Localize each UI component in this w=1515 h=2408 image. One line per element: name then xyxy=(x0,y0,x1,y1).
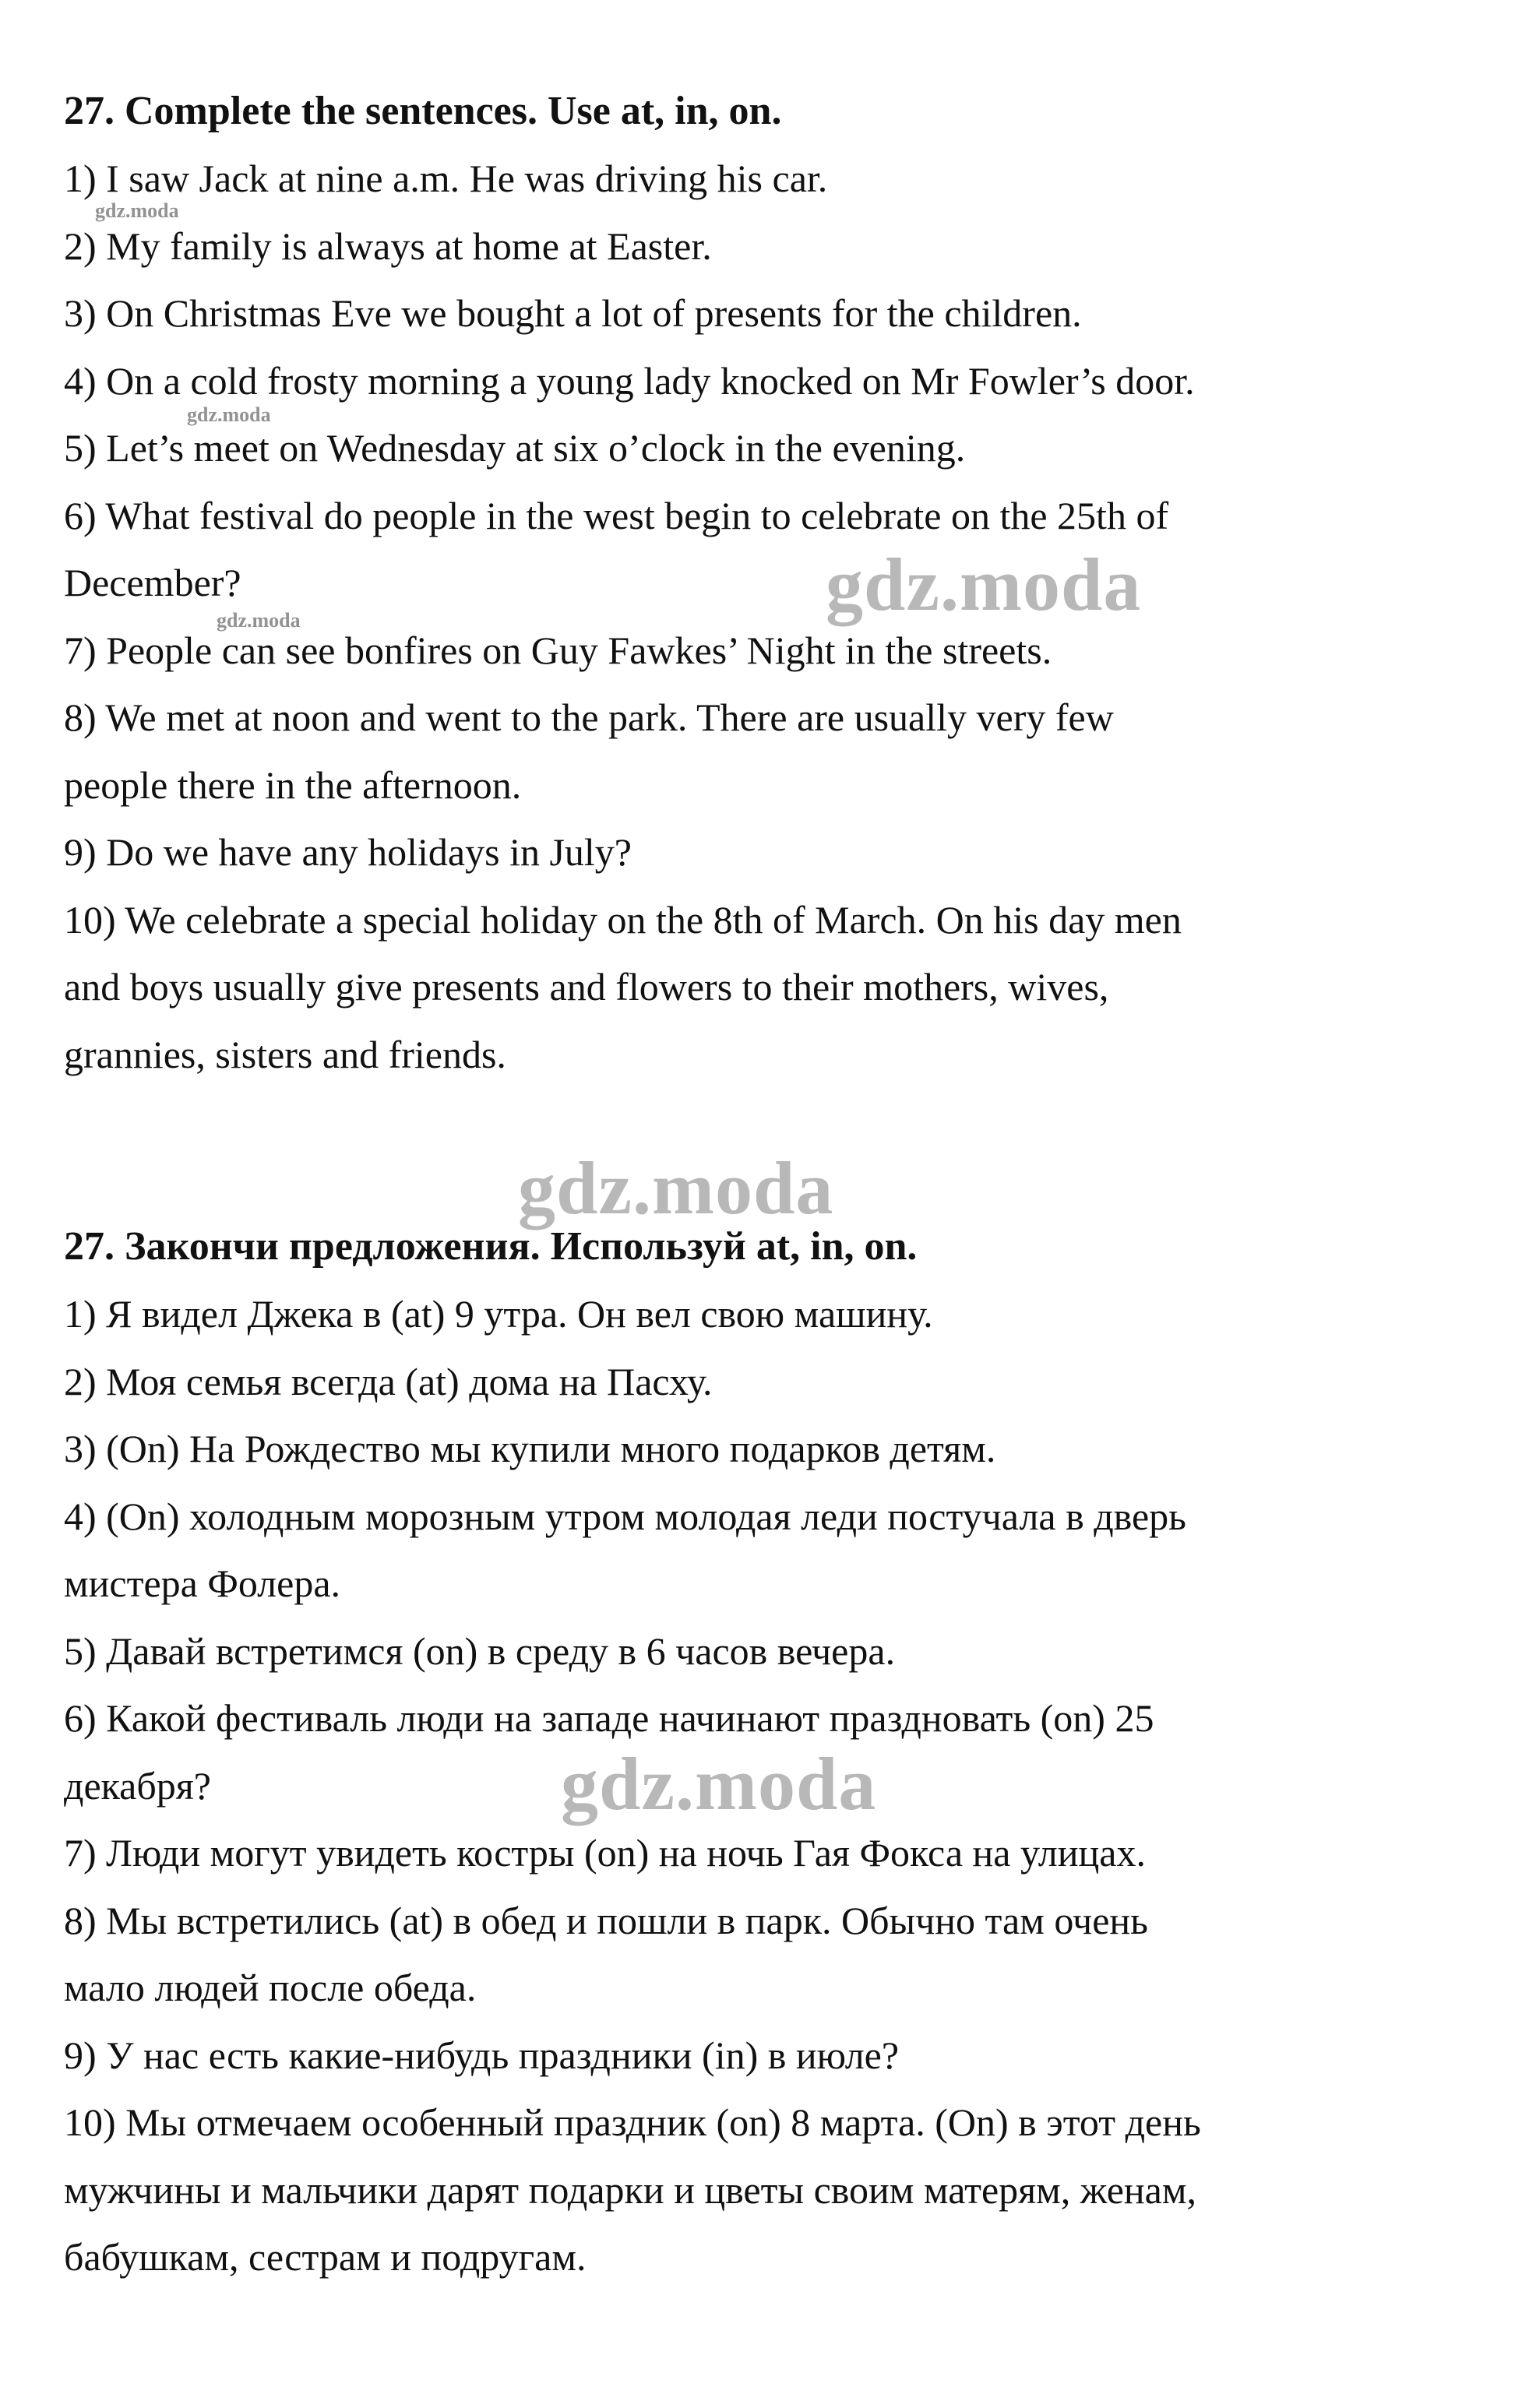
russian-exercise xyxy=(64,1213,1466,2291)
english-line-4: 4) On a cold frosty morning a young lady knocked on Mr Fowler’s door. xyxy=(64,358,1195,403)
russian-line-12: 9) У нас есть какие-нибудь праздники (in) в июле? xyxy=(64,2033,900,2077)
russian-line-5: мистера Фолера. xyxy=(64,1561,341,1605)
russian-line-14: мужчины и мальчики дарят подарки и цветы своим матерям, женам, xyxy=(64,2167,1196,2212)
english-line-9: 8) We met at noon and went to the park. There are usually very few xyxy=(64,695,1114,739)
watermark-large-1: gdz.moda xyxy=(826,543,1142,626)
russian-line-9: 7) Люди могут увидеть костры (on) на ночь Гая Фокса на улицах. xyxy=(64,1831,1146,1875)
watermark-small-2: gdz.moda xyxy=(187,403,271,426)
english-line-2: 2) My family is always at home at Easter. xyxy=(64,224,712,268)
russian-line-2: 2) Моя семья всегда (at) дома на Пасху. xyxy=(64,1359,713,1403)
russian-line-3: 3) (On) На Рождество мы купили много подарков детям. xyxy=(64,1427,996,1470)
english-line-12: 10) We celebrate a special holiday on the 8th of March. On his day men xyxy=(64,897,1182,942)
english-line-3: 3) On Christmas Eve we bought a lot of presents for the children. xyxy=(64,291,1082,335)
russian-heading: 27. Закончи предложения. Используй at, in, on. xyxy=(64,1224,918,1269)
english-line-5: 5) Let’s meet on Wednesday at six o’clock in the evening. xyxy=(64,426,966,470)
watermark-large-2: gdz.moda xyxy=(518,1146,834,1230)
english-line-10: people there in the afternoon. xyxy=(64,762,522,807)
english-line-6: 6) What festival do people in the west begin to celebrate on the 25th of xyxy=(64,493,1169,537)
english-line-7: December? xyxy=(64,561,241,604)
english-line-8: 7) People can see bonfires on Guy Fawkes’ Night in the streets. xyxy=(64,628,1052,672)
english-line-1: 1) I saw Jack at nine a.m. He was driving his car. xyxy=(64,157,828,200)
russian-line-15: бабушкам, сестрам и подругам. xyxy=(64,2235,587,2279)
russian-line-8: декабря? xyxy=(64,1763,211,1808)
english-line-14: grannies, sisters and friends. xyxy=(64,1032,506,1076)
russian-line-4: 4) (On) холодным морозным утром молодая леди постучала в дверь xyxy=(64,1494,1186,1538)
russian-line-6: 5) Давай встретимся (on) в среду в 6 часов вечера. xyxy=(64,1628,896,1673)
english-line-11: 9) Do we have any holidays in July? xyxy=(64,830,632,874)
english-exercise xyxy=(64,78,1466,1088)
watermark-small-3: gdz.moda xyxy=(217,609,301,632)
english-line-13: and boys usually give presents and flowers to their mothers, wives, xyxy=(64,965,1109,1009)
english-heading: 27. Complete the sentences. Use at, in, on. xyxy=(64,89,782,133)
russian-line-7: 6) Какой фестиваль люди на западе начинают праздновать (on) 25 xyxy=(64,1696,1154,1740)
watermark-large-3: gdz.moda xyxy=(561,1742,877,1825)
russian-line-10: 8) Мы встретились (at) в обед и пошли в парк. Обычно там очень xyxy=(64,1898,1148,1942)
russian-line-1: 1) Я видел Джека в (at) 9 утра. Он вел свою машину. xyxy=(64,1292,933,1336)
russian-line-11: мало людей после обеда. xyxy=(64,1966,477,2009)
watermark-small-1: gdz.moda xyxy=(95,199,179,222)
russian-line-13: 10) Мы отмечаем особенный праздник (on) 8 марта. (On) в этот день xyxy=(64,2100,1201,2144)
